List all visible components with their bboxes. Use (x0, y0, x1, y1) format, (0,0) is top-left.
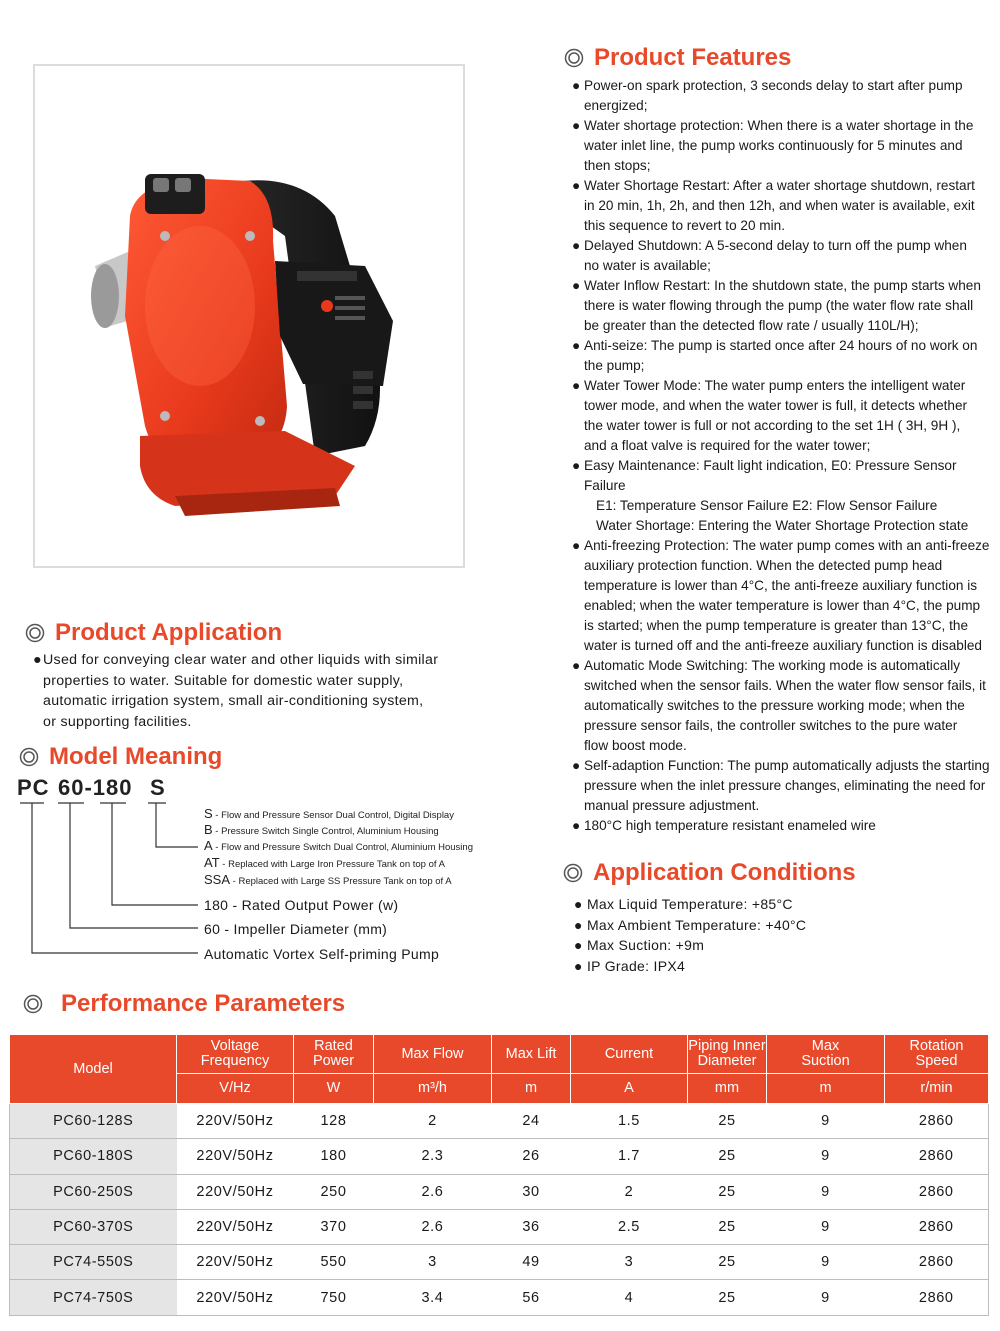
table-cell: 56 (492, 1280, 571, 1315)
condition-item: ● IP Grade: IPX4 (574, 957, 686, 974)
bullet: ● (572, 338, 581, 353)
column-header-label: Suction (801, 1053, 850, 1069)
double-circle-icon (25, 623, 45, 643)
product-photo-frame (33, 64, 465, 568)
condition-item: ● Max Suction: +9m (574, 937, 705, 953)
column-unit: m (767, 1074, 885, 1104)
feature-subline: Water Shortage: Entering the Water Shortage Protection state (596, 518, 969, 533)
column-header-label: Frequency (200, 1053, 270, 1069)
feature-line: then stops; (584, 158, 651, 173)
feature-item (572, 336, 992, 376)
suffix-at (204, 855, 445, 870)
feature-item (572, 756, 992, 816)
feature-item (572, 236, 992, 276)
column-header (374, 1035, 492, 1074)
suffix-text: - Flow and Pressure Switch Dual Control, Aluminium Housing (212, 842, 473, 853)
feature-item (572, 376, 992, 456)
application-line: automatic irrigation system, small air-conditioning system, (43, 693, 424, 709)
feature-line: water inlet line, the pump works continuously for 5 minutes and (584, 138, 963, 153)
feature-line: manual pressure adjustment. (584, 798, 760, 813)
column-header (885, 1035, 989, 1074)
features-title: Product Features (594, 44, 792, 71)
bullet: ● (572, 118, 581, 133)
column-header (294, 1035, 374, 1074)
feature-line: Water Shortage Restart: After a water shortage shutdown, restart (584, 178, 975, 193)
feature-line: in 20 min, 1h, 2h, and then 12h, and when water is available, exit (584, 198, 975, 213)
table-cell: 250 (294, 1174, 374, 1209)
suffix-ssa (204, 872, 452, 887)
column-header-label: Current (604, 1045, 654, 1062)
table-cell: 25 (688, 1280, 767, 1315)
table-cell: 9 (767, 1280, 885, 1315)
table-cell: 2.6 (374, 1209, 492, 1244)
table-cell: 370 (294, 1209, 374, 1244)
table-cell: 3 (374, 1245, 492, 1280)
table-cell: 2.6 (374, 1174, 492, 1209)
feature-line: pressure sensor fails, the controller switches to the pure water (584, 718, 958, 733)
suffix-code: S (204, 806, 213, 821)
application-line: properties to water. Suitable for domestic water supply, (43, 672, 404, 689)
conditions-heading (563, 859, 856, 887)
feature-line: automatically switches to the pressure working mode; when the (584, 698, 965, 713)
bullet: ● (572, 238, 581, 253)
table-cell: 220V/50Hz (177, 1174, 294, 1209)
suffix-text: - Flow and Pressure Sensor Dual Control, Digital Display (212, 810, 454, 821)
feature-line: the pump; (584, 358, 645, 373)
application-line: Used for conveying clear water and other liquids with similar (43, 652, 439, 668)
column-header-label: Power (312, 1053, 355, 1069)
feature-line: pressure when the inlet pressure changes, eliminating the need for (584, 778, 986, 793)
feature-item (572, 76, 992, 116)
bullet: ● (572, 458, 581, 473)
table-cell: 220V/50Hz (177, 1280, 294, 1315)
column-header-label: Piping Inner (688, 1038, 766, 1054)
bullet: ● (572, 758, 581, 773)
table-cell: 2860 (885, 1209, 989, 1244)
feature-line: Anti-freezing Protection: The water pump comes with an anti-freeze (584, 538, 990, 553)
table-row (10, 1209, 989, 1244)
table-row (10, 1280, 989, 1315)
suffix-text: - Pressure Switch Single Control, Aluminium Housing (212, 826, 439, 837)
suffix-code: B (204, 822, 213, 837)
suffix-code: A (204, 838, 213, 853)
bullet: ● (572, 538, 581, 553)
bullet: ● (33, 652, 42, 668)
column-unit: m³/h (374, 1074, 492, 1104)
double-circle-icon (564, 48, 584, 68)
performance-table (9, 1034, 989, 1316)
suffix-code: SSA (204, 872, 231, 887)
pump-illustration (35, 66, 463, 566)
feature-line: is started; when the pump temperature is greater than 13°C, the (584, 618, 969, 633)
table-cell: 550 (294, 1245, 374, 1280)
bullet: ● (572, 378, 581, 393)
column-header-label: Rated (314, 1038, 353, 1054)
table-cell: 2 (374, 1104, 492, 1139)
feature-item (572, 456, 992, 536)
feature-line: Easy Maintenance: Fault light indication, E0: Pressure Sensor Failure (584, 458, 957, 493)
table-cell: 220V/50Hz (177, 1104, 294, 1139)
suffix-code: AT (204, 855, 220, 870)
column-header-model: Model (10, 1035, 177, 1104)
table-cell: 2860 (885, 1139, 989, 1174)
column-header-label: Rotation (909, 1038, 964, 1054)
table-cell: 2 (571, 1174, 688, 1209)
column-header-label: Speed (915, 1053, 958, 1069)
model-power-line: 180 - Rated Output Power (w) (204, 897, 399, 913)
feature-line: enabled; when the water temperature is lower than 4°C, the pump (584, 598, 981, 613)
table-cell: 9 (767, 1245, 885, 1280)
table-cell: 49 (492, 1245, 571, 1280)
column-header-label: Max Lift (505, 1045, 557, 1062)
bullet: ● (572, 278, 581, 293)
suffix-a (204, 838, 473, 853)
table-cell: 3 (571, 1245, 688, 1280)
bullet: ● (572, 818, 581, 833)
feature-line: auxiliary protection function. When the detected pump head (584, 558, 943, 573)
application-title: Product Application (55, 619, 283, 646)
column-unit: W (294, 1074, 374, 1104)
table-cell: 30 (492, 1174, 571, 1209)
table-cell: 26 (492, 1139, 571, 1174)
column-header-label: Max (811, 1038, 840, 1054)
features-heading (564, 44, 791, 72)
column-header (767, 1035, 885, 1074)
model-cell: PC60-180S (10, 1139, 177, 1174)
code-number: 60-180 (58, 775, 133, 800)
column-header-label: Voltage (210, 1038, 260, 1054)
feature-line: switched when the sensor fails. When the water flow sensor fails, it (584, 678, 986, 693)
feature-line: and a float valve is required for the water tower; (584, 438, 871, 453)
table-cell: 25 (688, 1174, 767, 1209)
suffix-text: - Replaced with Large Iron Pressure Tank on top of A (219, 859, 445, 870)
table-cell: 180 (294, 1139, 374, 1174)
feature-line: Water shortage protection: When there is a water shortage in the (584, 118, 974, 133)
table-cell: 2860 (885, 1245, 989, 1280)
feature-line: water is turned off and the anti-freeze auxiliary function is disabled (584, 638, 982, 653)
condition-item: ● Max Liquid Temperature: +85°C (574, 896, 793, 912)
table-cell: 220V/50Hz (177, 1139, 294, 1174)
table-cell: 128 (294, 1104, 374, 1139)
feature-line: Water Inflow Restart: In the shutdown state, the pump starts when (584, 278, 981, 293)
performance-title: Performance Parameters (61, 990, 346, 1017)
table-cell: 9 (767, 1209, 885, 1244)
model-connector-lines (0, 795, 230, 965)
model-cell: PC60-128S (10, 1104, 177, 1139)
table-cell: 24 (492, 1104, 571, 1139)
double-circle-icon (19, 747, 39, 767)
suffix-s (204, 806, 454, 821)
column-header-label: Max Flow (401, 1045, 464, 1062)
feature-item (572, 116, 992, 176)
column-unit: mm (688, 1074, 767, 1104)
model-cell: PC74-750S (10, 1280, 177, 1315)
table-cell: 4 (571, 1280, 688, 1315)
feature-item (572, 276, 992, 336)
feature-line: energized; (584, 98, 648, 113)
column-header (571, 1035, 688, 1074)
table-cell: 2.3 (374, 1139, 492, 1174)
table-cell: 3.4 (374, 1280, 492, 1315)
column-unit: m (492, 1074, 571, 1104)
bullet: ● (572, 658, 581, 673)
column-unit: V/Hz (177, 1074, 294, 1104)
feature-line: no water is available; (584, 258, 711, 273)
feature-line: Power-on spark protection, 3 seconds delay to start after pump (584, 78, 963, 93)
table-cell: 9 (767, 1139, 885, 1174)
table-cell: 9 (767, 1104, 885, 1139)
feature-line: temperature is lower than 4°C, the anti-freeze auxiliary function is (584, 578, 978, 593)
column-header (492, 1035, 571, 1074)
application-heading (25, 619, 282, 647)
suffix-text: - Replaced with Large SS Pressure Tank on top of A (230, 876, 452, 887)
feature-item (572, 536, 992, 656)
feature-line: Delayed Shutdown: A 5-second delay to turn off the pump when (584, 238, 967, 253)
table-cell: 1.7 (571, 1139, 688, 1174)
feature-line: Water Tower Mode: The water pump enters the intelligent water (584, 378, 966, 393)
features-list (572, 76, 992, 836)
code-suffix: S (150, 775, 166, 800)
feature-line: flow boost mode. (584, 738, 687, 753)
condition-item: ● Max Ambient Temperature: +40°C (574, 916, 807, 933)
table-cell: 25 (688, 1245, 767, 1280)
table-cell: 36 (492, 1209, 571, 1244)
bullet: ● (572, 178, 581, 193)
table-row (10, 1174, 989, 1209)
table-row (10, 1245, 989, 1280)
feature-line: 180°C high temperature resistant enameled wire (584, 818, 876, 833)
table-cell: 25 (688, 1104, 767, 1139)
application-text (33, 650, 483, 732)
feature-item (572, 816, 992, 836)
table-cell: 2860 (885, 1174, 989, 1209)
feature-line: Self-adaption Function: The pump automatically adjusts the starting (584, 758, 990, 773)
table-cell: 2860 (885, 1280, 989, 1315)
model-cell: PC60-370S (10, 1209, 177, 1244)
feature-line: there is water flowing through the pump (the water flow rate shall (584, 298, 974, 313)
model-impeller-line: 60 - Impeller Diameter (mm) (204, 921, 388, 937)
table-cell: 220V/50Hz (177, 1209, 294, 1244)
model-cell: PC60-250S (10, 1174, 177, 1209)
feature-line: the water tower is full or not according to the set 1H ( 3H, 9H ), (584, 418, 961, 433)
table-row (10, 1104, 989, 1139)
table-cell: 25 (688, 1209, 767, 1244)
feature-item (572, 656, 992, 756)
table-cell: 25 (688, 1139, 767, 1174)
feature-line: Anti-seize: The pump is started once after 24 hours of no work on (584, 338, 978, 353)
column-header (177, 1035, 294, 1074)
conditions-list (574, 894, 806, 976)
table-cell: 9 (767, 1174, 885, 1209)
code-prefix: PC (17, 775, 50, 800)
model-type-line: Automatic Vortex Self-priming Pump (204, 946, 440, 962)
feature-line: be greater than the detected flow rate / usually 110L/H); (584, 318, 919, 333)
model-heading (19, 743, 222, 771)
feature-line: tower mode, and when the water tower is full, it detects whether (584, 398, 968, 413)
application-line: or supporting facilities. (43, 713, 192, 730)
table-cell: 750 (294, 1280, 374, 1315)
double-circle-icon (23, 994, 43, 1014)
table-cell: 220V/50Hz (177, 1245, 294, 1280)
model-title: Model Meaning (49, 743, 223, 770)
feature-subline: E1: Temperature Sensor Failure E2: Flow Sensor Failure (596, 498, 938, 513)
column-unit: r/min (885, 1074, 989, 1104)
table-cell: 1.5 (571, 1104, 688, 1139)
column-unit: A (571, 1074, 688, 1104)
conditions-title: Application Conditions (593, 859, 856, 886)
column-header (688, 1035, 767, 1074)
column-header-label: Diameter (697, 1053, 757, 1069)
feature-line: Automatic Mode Switching: The working mode is automatically (584, 658, 961, 673)
bullet: ● (572, 78, 581, 93)
feature-line: this sequence to revert to 20 min. (584, 218, 785, 233)
double-circle-icon (563, 863, 583, 883)
table-cell: 2860 (885, 1104, 989, 1139)
feature-item (572, 176, 992, 236)
performance-heading (23, 990, 345, 1018)
suffix-b (204, 822, 439, 837)
table-row (10, 1139, 989, 1174)
table-cell: 2.5 (571, 1209, 688, 1244)
model-cell: PC74-550S (10, 1245, 177, 1280)
